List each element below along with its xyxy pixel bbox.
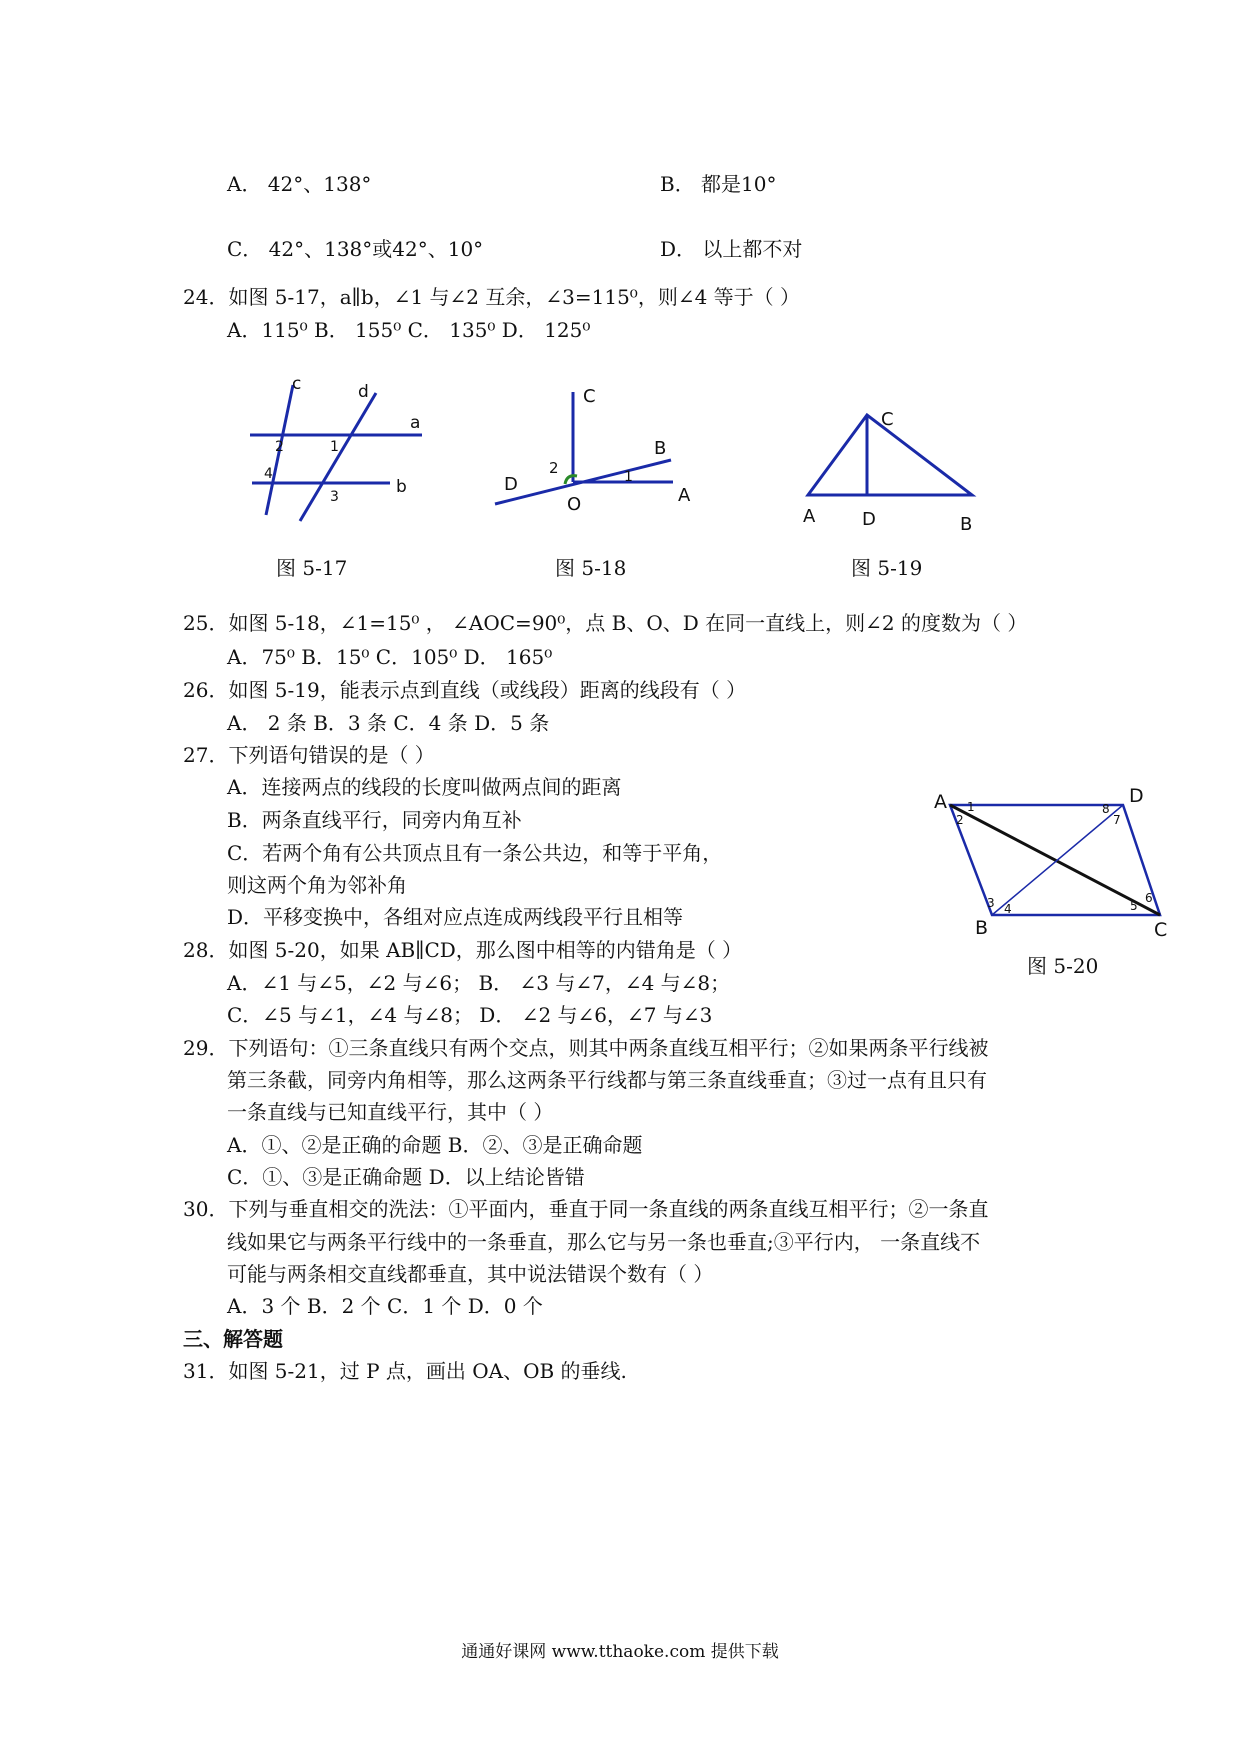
fig520-label-d: D [1129, 785, 1144, 807]
diagonal-bd [992, 805, 1123, 915]
figure-5-19 [795, 400, 995, 540]
fig517-label-3: 3 [330, 489, 339, 505]
q25-options: A．75⁰ B．15⁰ C．105⁰ D． 165⁰ [227, 645, 553, 669]
fig518-caption: 图 5-18 [555, 556, 627, 580]
q27-option-b: B．两条直线平行，同旁内角互补 [227, 808, 522, 832]
q27-option-c-cont: 则这两个角为邻补角 [227, 873, 407, 897]
fig520-label-7: 7 [1113, 813, 1121, 827]
q29-options-line1: A．①、②是正确的命题 B．②、③是正确命题 [227, 1133, 643, 1157]
q24-stem: 24．如图 5-17，a∥b，∠1 与∠2 互余，∠3=115⁰，则∠4 等于（ ） [183, 285, 801, 309]
fig520-label-c: C [1154, 919, 1168, 940]
fig519-label-d: D [862, 509, 876, 530]
fig520-label-1: 1 [967, 800, 975, 814]
fig517-label-2: 2 [275, 439, 284, 455]
q26-options: A． 2 条 B．3 条 C．4 条 D．5 条 [227, 711, 550, 735]
fig519-label-b: B [960, 514, 973, 535]
fig517-label-d: d [358, 382, 369, 402]
page-footer: 通通好课网 www.tthaoke.com 提供下载 [461, 1642, 779, 1662]
fig520-label-b: B [975, 917, 989, 939]
fig518-label-1: 1 [624, 469, 633, 485]
fig518-label-c: C [583, 386, 596, 407]
q29-options-line2: C．①、③是正确命题 D．以上结论皆错 [227, 1165, 585, 1189]
section-heading: 三、解答题 [183, 1327, 283, 1351]
fig519-label-c: C [881, 409, 894, 430]
q23-option-d: D． 以上都不对 [660, 237, 803, 261]
q25-stem: 25．如图 5-18，∠1=15⁰ ， ∠AOC=90⁰，点 B、O、D 在同一直线上，则∠2 的度数为（ ） [183, 611, 1028, 635]
fig520-label-a: A [934, 791, 947, 813]
q30-line3: 可能与两条相交直线都垂直，其中说法错误个数有（ ） [227, 1262, 714, 1286]
q30-options: A．3 个 B．2 个 C．1 个 D．0 个 [227, 1294, 543, 1318]
q30-line1: 30．下列与垂直相交的洗法：①平面内，垂直于同一条直线的两条直线互相平行；②一条直 [183, 1197, 989, 1221]
q27-option-c: C．若两个角有公共顶点且有一条公共边，和等于平角， [227, 841, 723, 865]
q28-options-line2: C．∠5 与∠1，∠4 与∠8； D． ∠2 与∠6，∠7 与∠3 [227, 1003, 713, 1027]
fig518-label-2: 2 [549, 459, 559, 477]
fig517-label-4: 4 [264, 466, 273, 482]
q23-option-c: C． 42°、138°或42°、10° [227, 237, 484, 261]
fig517-label-a: a [410, 413, 421, 433]
q26-stem: 26．如图 5-19，能表示点到直线（或线段）距离的线段有（ ） [183, 678, 747, 702]
fig518-label-d: D [504, 474, 518, 495]
fig520-label-8: 8 [1102, 802, 1110, 816]
q28-stem: 28．如图 5-20，如果 AB∥CD，那么图中相等的内错角是（ ） [183, 938, 743, 962]
figure-5-18 [485, 380, 705, 520]
q31-stem: 31．如图 5-21，过 P 点，画出 OA、OB 的垂线. [183, 1359, 627, 1383]
q29-line3: 一条直线与已知直线平行，其中（ ） [227, 1100, 554, 1124]
fig520-label-3: 3 [987, 896, 995, 910]
q27-option-a: A．连接两点的线段的长度叫做两点间的距离 [227, 775, 622, 799]
fig520-caption: 图 5-20 [1027, 954, 1099, 978]
q23-option-b: B． 都是10° [660, 172, 777, 196]
fig520-label-4: 4 [1004, 902, 1012, 916]
fig519-caption: 图 5-19 [851, 556, 923, 580]
figure-5-20 [930, 780, 1175, 940]
q23-option-a: A． 42°、138° [227, 172, 372, 196]
q27-stem: 27．下列语句错误的是（ ） [183, 743, 435, 767]
fig519-label-a: A [803, 506, 816, 527]
q30-line2: 线如果它与两条平行线中的一条垂直，那么它与另一条也垂直;③平行内， 一条直线不 [227, 1230, 981, 1254]
q28-options-line1: A．∠1 与∠5，∠2 与∠6； B． ∠3 与∠7，∠4 与∠8； [227, 971, 731, 995]
fig517-label-c: c [292, 375, 302, 394]
fig518-label-b: B [654, 438, 667, 459]
q29-line2: 第三条截，同旁内角相等，那么这两条平行线都与第三条直线垂直；③过一点有且只有 [227, 1068, 987, 1092]
fig517-caption: 图 5-17 [276, 556, 348, 580]
fig518-label-a: A [678, 485, 691, 506]
fig520-label-2: 2 [956, 813, 964, 827]
q29-line1: 29．下列语句：①三条直线只有两个交点，则其中两条直线互相平行；②如果两条平行线被 [183, 1036, 989, 1060]
fig517-label-1: 1 [330, 439, 339, 455]
q24-options: A．115⁰ B． 155⁰ C． 135⁰ D． 125⁰ [227, 318, 591, 342]
figure-5-17 [240, 375, 430, 525]
q27-option-d: D．平移变换中，各组对应点连成两线段平行且相等 [227, 905, 684, 929]
fig520-label-5: 5 [1130, 899, 1138, 913]
fig517-label-b: b [396, 477, 407, 497]
fig518-label-o: O [567, 494, 582, 515]
fig520-label-6: 6 [1145, 891, 1153, 905]
